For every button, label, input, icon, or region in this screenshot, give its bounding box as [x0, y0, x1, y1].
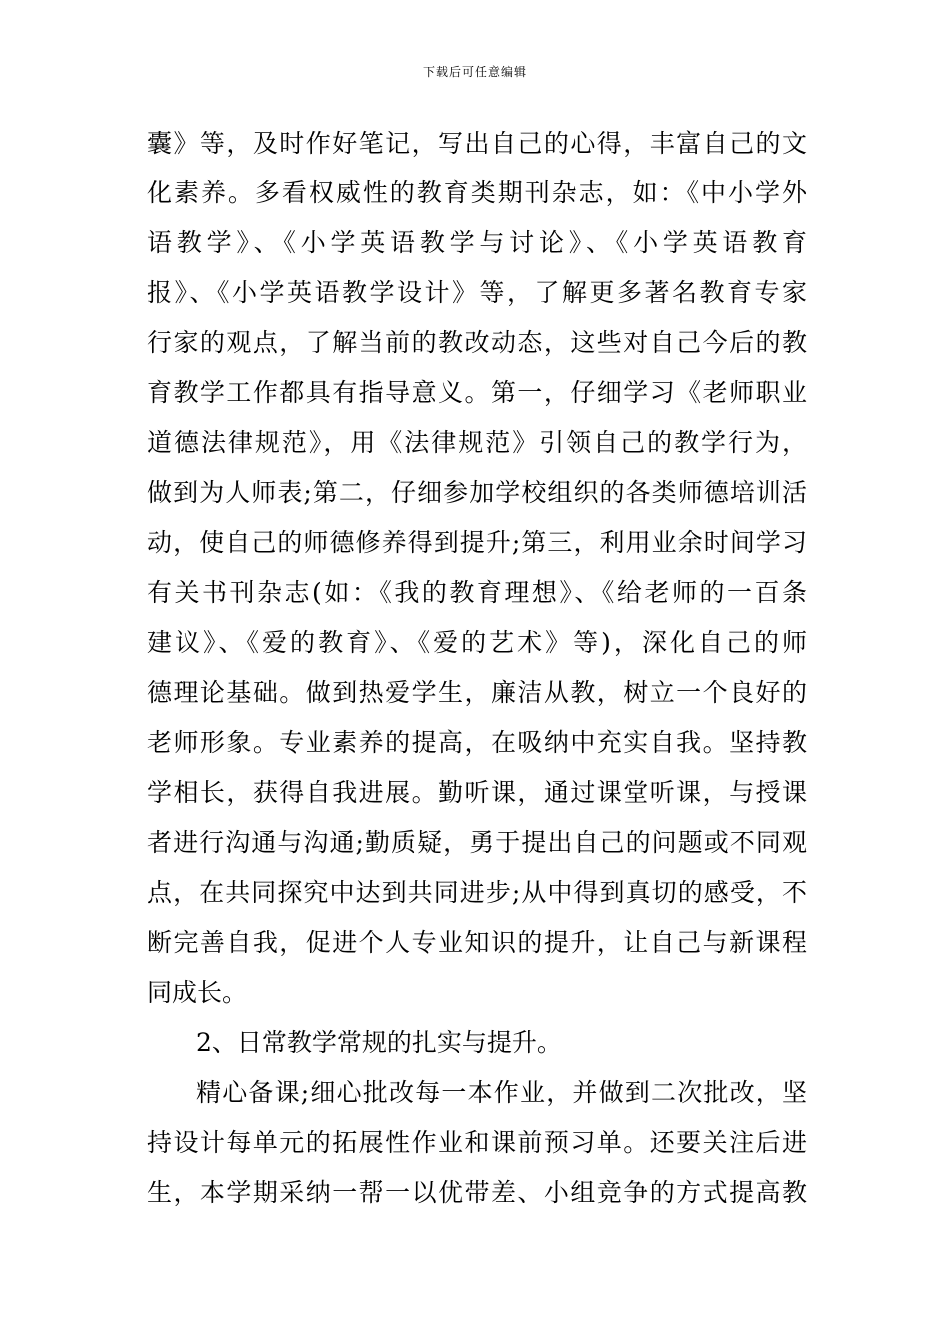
text-line: 动，使自己的师德修养得到提升;第三，利用业余时间学习 [147, 528, 807, 557]
text-line: 学相长，获得自我进展。勤听课，通过课堂听课，与授课 [147, 778, 807, 807]
text-line: 点，在共同探究中达到共同进步;从中得到真切的感受，不 [147, 878, 807, 907]
text-line: 道德法律规范》，用《法律规范》引领自己的教学行为， [147, 428, 807, 457]
text-line: 化素养。多看权威性的教育类期刊杂志，如：《中小学外 [147, 178, 807, 207]
paragraph-first-line: 精心备课;细心批改每一本作业，并做到二次批改，坚 [196, 1078, 807, 1107]
text-line: 生，本学期采纳一帮一以优带差、小组竞争的方式提高教 [147, 1178, 807, 1207]
section-heading: 2、日常教学常规的扎实与提升。 [196, 1028, 562, 1057]
text-line: 建议》、《爱的教育》、《爱的艺术》等)，深化自己的师 [147, 628, 807, 657]
text-line: 者进行沟通与沟通;勤质疑，勇于提出自己的问题或不同观 [147, 828, 807, 857]
text-line: 德理论基础。做到热爱学生，廉洁从教，树立一个良好的 [147, 678, 807, 707]
text-line: 育教学工作都具有指导意义。第一，仔细学习《老师职业 [147, 378, 807, 407]
text-line: 同成长。 [147, 978, 248, 1007]
page-header: 下载后可任意编辑 [422, 65, 527, 79]
text-line: 语教学》、《小学英语教学与讨论》、《小学英语教育 [147, 228, 807, 257]
text-line: 有关书刊杂志(如：《我的教育理想》、《给老师的一百条 [147, 578, 807, 607]
text-line: 持设计每单元的拓展性作业和课前预习单。还要关注后进 [147, 1128, 807, 1157]
text-line: 做到为人师表;第二，仔细参加学校组织的各类师德培训活 [147, 478, 807, 507]
text-line: 报》、《小学英语教学设计》等，了解更多著名教育专家 [147, 278, 807, 307]
text-line: 断完善自我，促进个人专业知识的提升，让自己与新课程 [147, 928, 807, 957]
text-line: 囊》等，及时作好笔记，写出自己的心得，丰富自己的文 [147, 129, 807, 158]
text-line: 老师形象。专业素养的提高，在吸纳中充实自我。坚持教 [147, 728, 807, 757]
text-line: 行家的观点，了解当前的教改动态，这些对自己今后的教 [147, 328, 807, 357]
